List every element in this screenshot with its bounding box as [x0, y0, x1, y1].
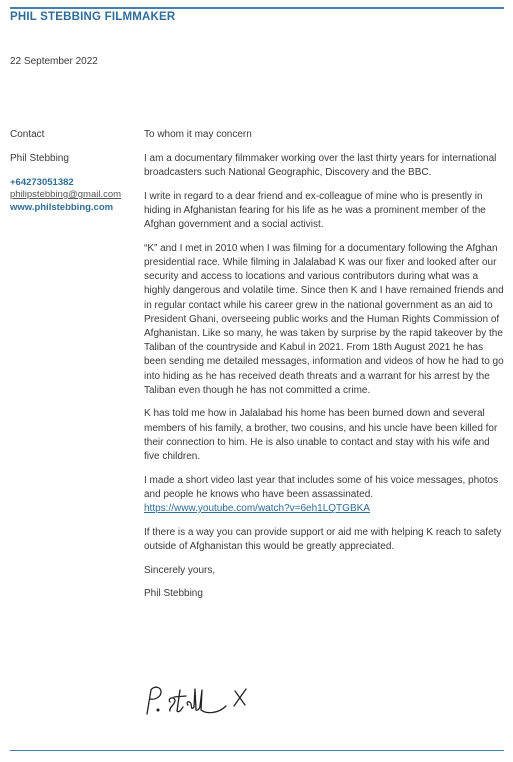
letter-paragraph-1: I am a documentary filmmaker working over the last thirty years for international broadcasters such National Geographic, Discovery and the BBC.	[144, 152, 497, 178]
letter-paragraph-2: I write in regard to a dear friend and ex-colleague of mine who is presently in hiding in Afghanistan fearing for his life as he was a prominent member of the Afghan government and a social activist.	[144, 190, 486, 231]
letter-date: 22 September 2022	[10, 56, 98, 67]
handwritten-signature	[140, 680, 264, 722]
video-link[interactable]: https://www.youtube.com/watch?v=6eh1LQTGBKA	[144, 503, 370, 515]
contact-name: Phil Stebbing	[10, 153, 69, 164]
contact-website-link[interactable]: www.philstebbing.com	[10, 202, 114, 213]
contact-sidebar	[10, 128, 140, 214]
contact-email-link[interactable]: philipstebbing@gmail.com	[10, 189, 122, 200]
contact-heading: Contact	[10, 129, 45, 140]
letter-salutation: To whom it may concern	[144, 129, 252, 140]
letter-closing: Sincerely yours,	[144, 564, 216, 576]
bottom-rule	[10, 750, 504, 751]
letter-paragraph-5	[144, 474, 504, 517]
contact-phone[interactable]: +64273051382	[10, 177, 74, 188]
letter-paragraph-3: “K” and I met in 2010 when I was filming for a documentary following the Afghan presidential race. While filming in Jalalabad K was our fixer and looked after our security and access to locations and various contributors during what was a highly dangerous and volatile time. Since then K and I have remained friends and in regular contact while his career grew in the national government as an aid to President Ghani, overseeing public works and the Human Rights Commission of Afghanistan. Like so many, he was taken by surprise by the rapid takeover by the Taliban of the countryside and Kabul in 2021. From 18th August 2021 he has been sending me detailed messages, information and videos of how he had to go into hiding as he has received death threats and a warrant for his arrest by the Taliban even though he has not committed a crime.	[144, 242, 504, 396]
letterhead-title: PHIL STEBBING FILMMAKER	[10, 11, 176, 23]
letter-paragraph-4: K has told me how in Jalalabad his home has been burned down and several members of his family, a brother, two cousins, and his uncle have been killed for their connection to him. He is also unable to contact and stay with his wife and five children.	[144, 408, 498, 463]
letter-signoff-name: Phil Stebbing	[144, 588, 203, 600]
top-rule	[10, 7, 504, 9]
letter-paragraph-5-text: I made a short video last year that includes some of his voice messages, photos and people he knows who have been assassinated.	[144, 474, 499, 500]
letter-paragraph-6: If there is a way you can provide support or aid me with helping K reach to safety outside of Afghanistan this would be greatly appreciated.	[144, 526, 502, 553]
letter-body	[144, 128, 504, 611]
